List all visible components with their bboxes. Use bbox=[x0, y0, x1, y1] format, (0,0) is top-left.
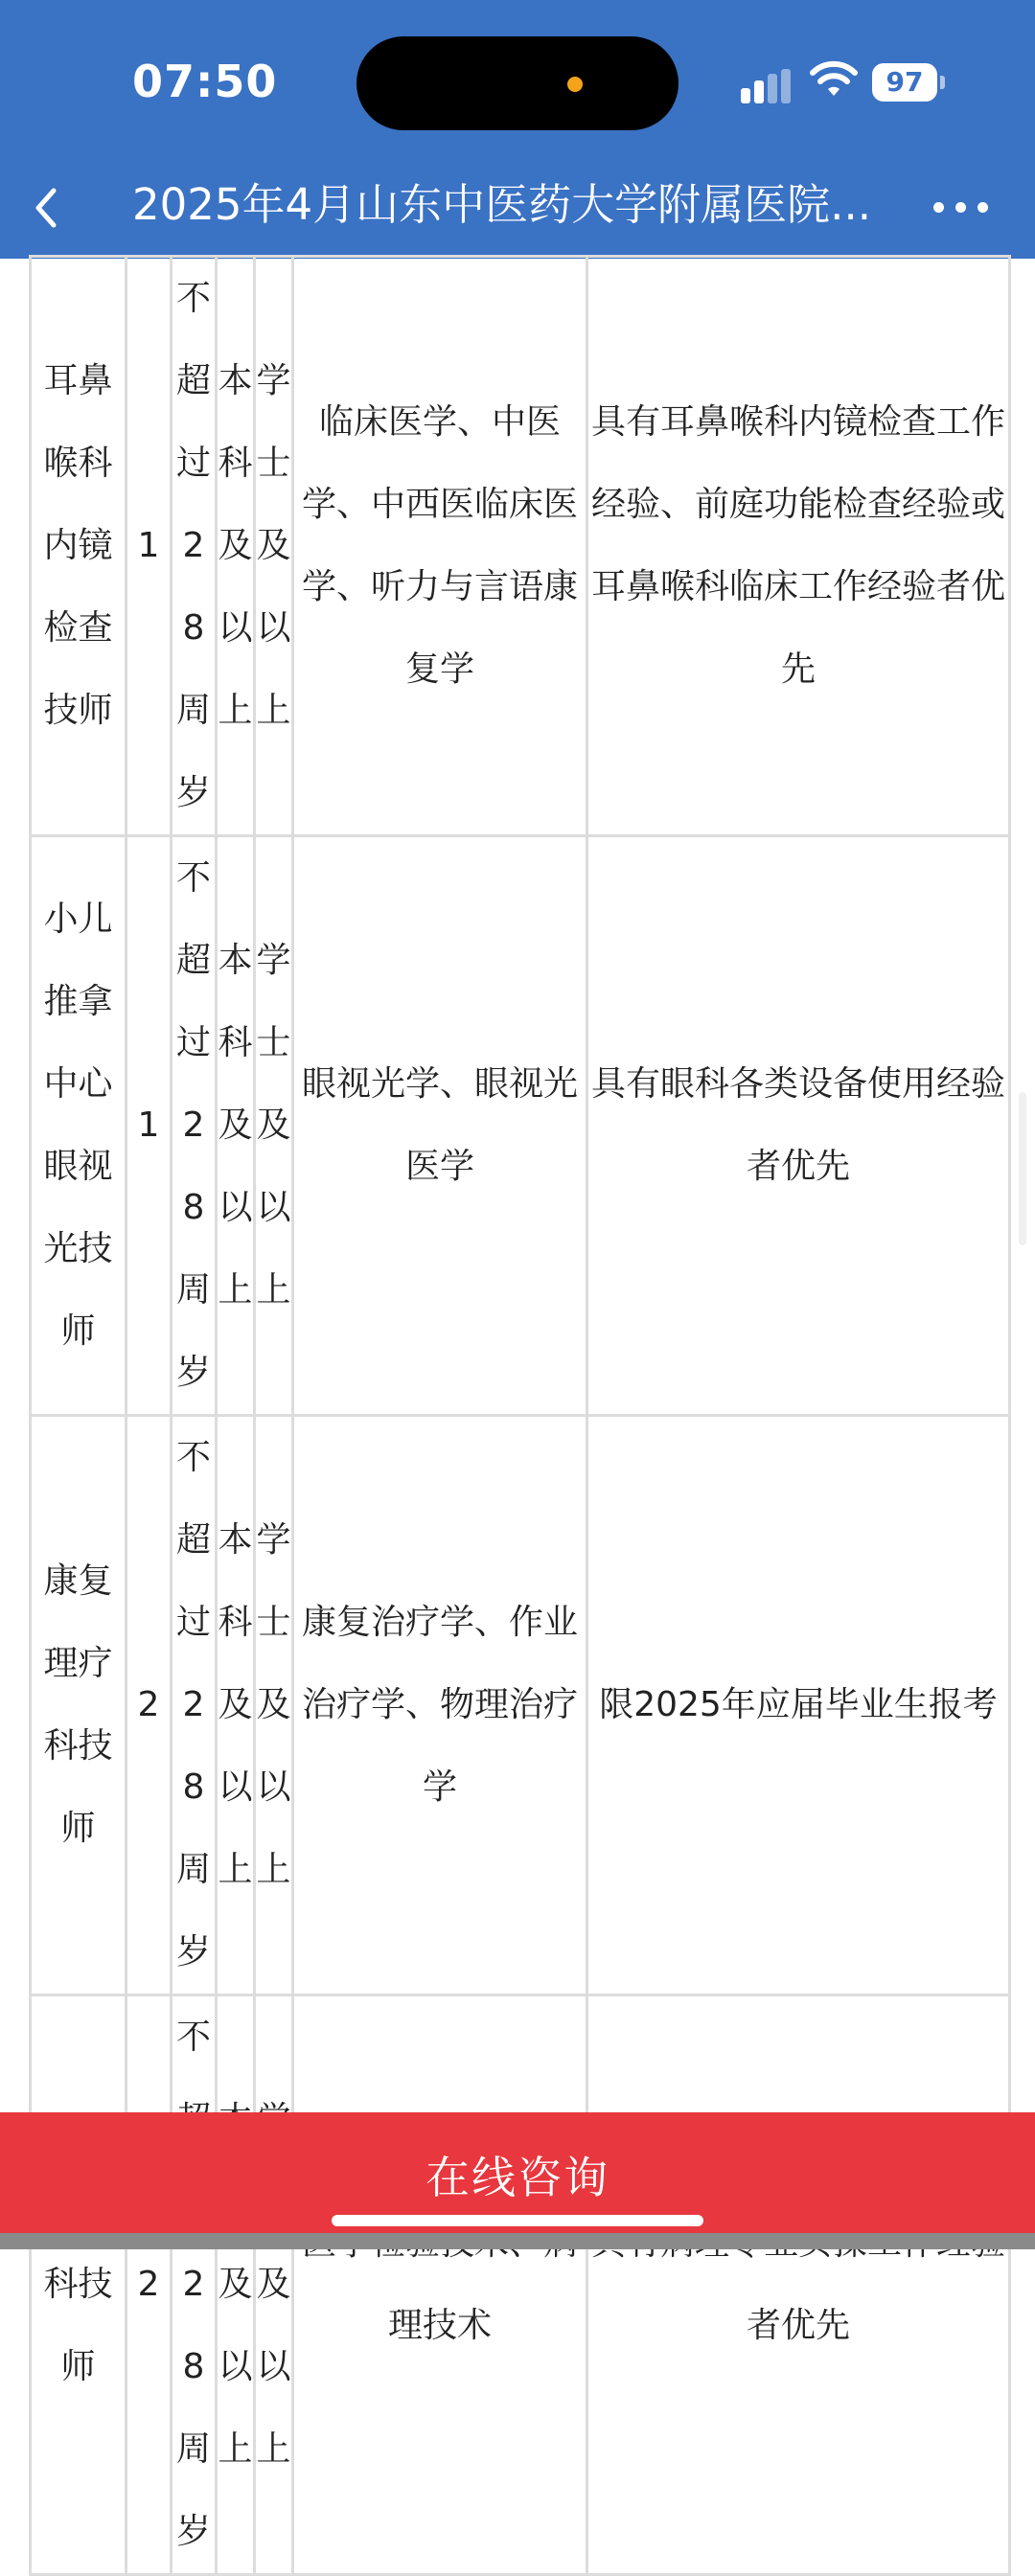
home-indicator[interactable] bbox=[332, 2215, 703, 2226]
wifi-icon bbox=[810, 61, 858, 100]
table-row bbox=[31, 1416, 1010, 1995]
cell-major: 临床医学、中医学、中西医临床医学、听力与言语康复学 bbox=[293, 257, 587, 836]
cell-position: 小儿推拿中心眼视光技师 bbox=[31, 836, 126, 1416]
online-consult-button[interactable]: 在线咨询 bbox=[0, 2112, 1035, 2207]
page-title: 2025年4月山东中医药大学附属医院... bbox=[132, 179, 872, 230]
cell-education: 及以上 bbox=[217, 1995, 255, 2575]
cell-degree: 学士及以上 bbox=[255, 1416, 293, 1995]
cell-major: 理技术 bbox=[293, 1995, 587, 2575]
cell-major: 康复治疗学、作业治疗学、物理治疗学 bbox=[293, 1416, 587, 1995]
cell-education: 本科及以上 bbox=[217, 836, 255, 1416]
scrollbar[interactable] bbox=[1019, 1092, 1026, 1245]
cell-degree: 学士及以上 bbox=[255, 257, 293, 836]
cell-degree: 及以上 bbox=[255, 1995, 293, 2575]
cell-major: 眼视光学、眼视光医学 bbox=[293, 836, 587, 1416]
cell-requirement: 者优先 bbox=[587, 1995, 1010, 2575]
battery-tip bbox=[940, 76, 945, 89]
status-bar bbox=[0, 0, 1035, 158]
cell-education: 本科及以上 bbox=[217, 257, 255, 836]
privacy-indicator-icon bbox=[567, 77, 583, 92]
cell-count: 2 bbox=[126, 1416, 172, 1995]
cell-age: 不超过28周岁 bbox=[172, 257, 217, 836]
cellular-signal-icon bbox=[741, 69, 794, 103]
cell-degree: 学士及以上 bbox=[255, 836, 293, 1416]
cell-count: 1 bbox=[126, 836, 172, 1416]
cell-count: 2 bbox=[126, 1995, 172, 2575]
cell-age: 不 28周岁 bbox=[172, 1995, 217, 2575]
cell-position: 科技师 bbox=[31, 1995, 126, 2575]
chevron-left-icon[interactable] bbox=[19, 179, 77, 237]
dynamic-island bbox=[356, 36, 678, 130]
cell-age: 不超过28周岁 bbox=[172, 1416, 217, 1995]
cell-count: 1 bbox=[126, 257, 172, 836]
cell-requirement: 限2025年应届毕业生报考 bbox=[587, 1416, 1010, 1995]
consult-bar bbox=[0, 2112, 1035, 2249]
cell-position: 耳鼻喉科内镜检查技师 bbox=[31, 257, 126, 836]
cell-requirement: 具有眼科各类设备使用经验者优先 bbox=[587, 836, 1010, 1416]
bottom-strip bbox=[0, 2233, 1035, 2249]
table-row bbox=[31, 257, 1010, 836]
cell-education: 本科及以上 bbox=[217, 1416, 255, 1995]
cell-requirement: 具有耳鼻喉科内镜检查工作经验、前庭功能检查经验或耳鼻喉科临床工作经验者优先 bbox=[587, 257, 1010, 836]
nav-bar bbox=[0, 158, 1035, 259]
battery-icon: 97 bbox=[872, 63, 937, 102]
cell-position: 康复理疗科技师 bbox=[31, 1416, 126, 1995]
table-row bbox=[31, 1995, 1010, 2575]
cell-age: 不超过28周岁 bbox=[172, 836, 217, 1416]
status-time: 07:50 bbox=[132, 56, 278, 107]
more-dots-icon[interactable] bbox=[932, 191, 991, 225]
table-row bbox=[31, 836, 1010, 1416]
